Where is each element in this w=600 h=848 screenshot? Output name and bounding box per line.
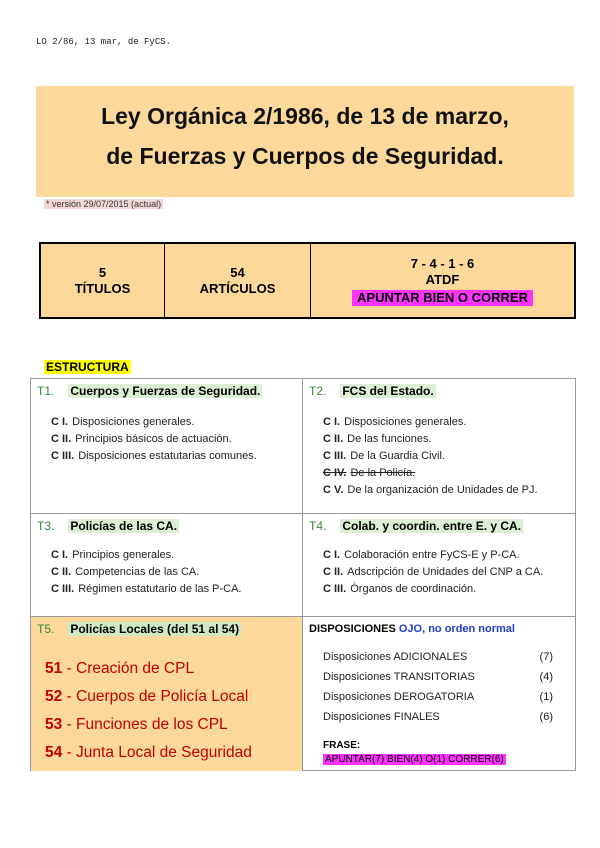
- titulo-4-chapters: [323, 547, 543, 598]
- titulo-5-box: [31, 617, 303, 771]
- article-item: 51 - Creación de CPL: [45, 660, 195, 677]
- chapter-item: C III. Órganos de coordinación.: [323, 583, 477, 595]
- titulo-1-title: Cuerpos y Fuerzas de Seguridad.: [70, 384, 261, 398]
- version-note: * versión 29/07/2015 (actual): [46, 199, 162, 209]
- chapter-item: C II. Adscripción de Unidades del CNP a CA.: [323, 566, 544, 578]
- article-item: 52 - Cuerpos de Policía Local: [45, 688, 249, 705]
- chapter-item: C III. De la Guardia Civil.: [323, 450, 445, 462]
- titulo-3-box: [31, 514, 303, 617]
- chapters-count: 7 - 4 - 1 - 6: [410, 255, 475, 271]
- titulo-3-chapters: [51, 547, 241, 598]
- titulo-3-number: T3.: [37, 519, 55, 533]
- chapter-item-repealed: C IV. De la Policía.: [323, 467, 416, 479]
- title-banner: [36, 86, 574, 197]
- document-reference: LO 2/86, 13 mar, de FyCS.: [36, 37, 172, 47]
- titulo-2-chapters: [323, 414, 538, 499]
- chapter-item: C II. Competencias de las CA.: [51, 566, 200, 578]
- titulo-3-header: [37, 519, 179, 533]
- chapter-item: C I. Colaboración entre FyCS-E y P-CA.: [323, 549, 520, 561]
- summary-titulos: [41, 244, 165, 317]
- disposicion-row: Disposiciones FINALES (6): [323, 711, 553, 723]
- summary-table: [39, 242, 576, 319]
- chapter-item: C I. Disposiciones generales.: [323, 416, 467, 428]
- articulos-label: ARTÍCULOS: [199, 280, 276, 296]
- titulo-4-number: T4.: [309, 519, 327, 533]
- titulo-5-number: T5.: [37, 622, 55, 636]
- chapter-item: C III. Disposiciones estatutarias comunes.: [51, 450, 257, 462]
- titulo-3-title: Policías de las CA.: [70, 519, 178, 533]
- chapters-acronym: ATDF: [425, 271, 460, 287]
- chapter-item: C I. Principios generales.: [51, 549, 175, 561]
- titulo-4-title: Colab. y coordin. entre E. y CA.: [342, 519, 522, 533]
- chapter-item: C II. De las funciones.: [323, 433, 432, 445]
- frase-label: FRASE:: [323, 740, 361, 751]
- frase-mnemonic: APUNTAR(7) BIEN(4) O(1) CORRER(6): [325, 754, 504, 765]
- titulo-4-header: [309, 519, 523, 533]
- titulo-2-number: T2.: [309, 384, 327, 398]
- mnemonic-highlight: APUNTAR BIEN O CORRER: [352, 290, 533, 306]
- titulos-label: TÍTULOS: [74, 280, 131, 296]
- chapter-item: C II. Principios básicos de actuación.: [51, 433, 232, 445]
- chapter-item: C V. De la organización de Unidades de PJ.: [323, 484, 538, 496]
- titulo-1-number: T1.: [37, 384, 55, 398]
- disposiciones-label: DISPOSICIONES: [309, 623, 396, 635]
- titulo-2-title: FCS del Estado.: [342, 384, 434, 398]
- title-line-2: de Fuerzas y Cuerpos de Seguridad.: [106, 143, 504, 169]
- summary-articulos: [165, 244, 311, 317]
- title-line-1: Ley Orgánica 2/1986, de 13 de marzo,: [101, 103, 509, 129]
- article-item: 53 - Funciones de los CPL: [45, 716, 228, 733]
- titulo-4-box: [303, 514, 575, 617]
- titulo-1-box: [31, 379, 303, 514]
- disposicion-row: Disposiciones ADICIONALES (7): [323, 651, 553, 663]
- titulos-count: 5: [98, 264, 107, 280]
- titulo-5-header: [37, 622, 241, 636]
- titulo-2-header: [309, 384, 436, 398]
- titulo-5-articles: [45, 655, 252, 767]
- disposiciones-list: [323, 647, 553, 727]
- disposiciones-header: [309, 623, 515, 635]
- disposicion-row: Disposiciones TRANSITORIAS (4): [323, 671, 553, 683]
- articulos-count: 54: [230, 264, 245, 280]
- titulo-2-box: [303, 379, 575, 514]
- chapter-item: C I. Disposiciones generales.: [51, 416, 195, 428]
- titulo-1-header: [37, 384, 262, 398]
- estructura-label: ESTRUCTURA: [46, 360, 129, 374]
- disposicion-row: Disposiciones DEROGATORIA (1): [323, 691, 553, 703]
- disposiciones-box: [303, 617, 575, 771]
- summary-disposiciones: [311, 244, 574, 317]
- titulo-1-chapters: [51, 414, 257, 465]
- structure-grid: [30, 378, 576, 771]
- chapter-item: C III. Régimen estatutario de las P-CA.: [51, 583, 242, 595]
- article-item: 54 - Junta Local de Seguridad: [45, 744, 252, 761]
- titulo-5-title: Policías Locales (del 51 al 54): [70, 622, 240, 636]
- disposiciones-note: OJO, no orden normal: [398, 623, 515, 635]
